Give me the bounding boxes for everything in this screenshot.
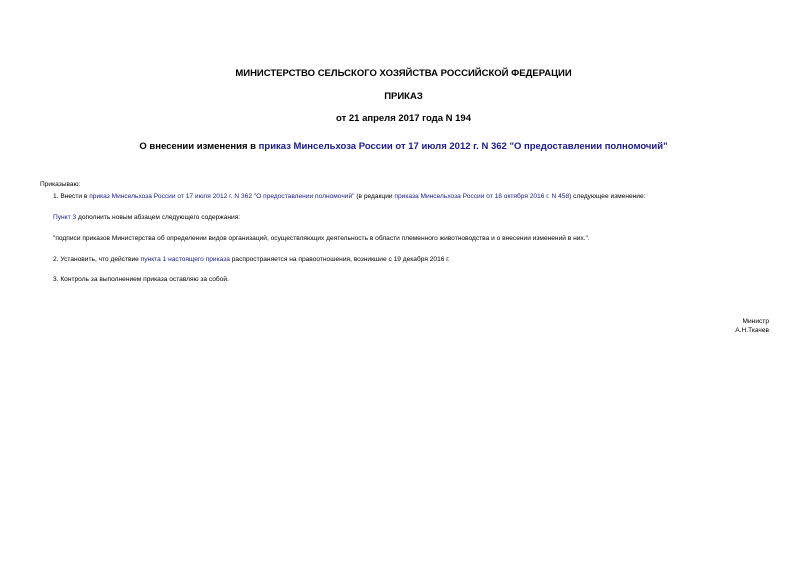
item-1-link-order-458[interactable]: приказа Минсельхоза России от 18 октября 2016 г. N 458 [394, 193, 570, 200]
title-prefix: О внесении изменения в [139, 141, 259, 152]
item-2-prefix: 2. Установить, что действие [53, 256, 141, 263]
quoted-addition: "подписи приказов Министерства об определении видов организаций, осуществляющих деятельность в области племенного животноводства и о внесении изменений в них.". [53, 235, 590, 242]
item-2 [53, 256, 450, 264]
item-1-middle: (в редакции [354, 193, 395, 200]
document-type: ПРИКАЗ [384, 91, 423, 102]
ministry-name: МИНИСТЕРСТВО СЕЛЬСКОГО ХОЗЯЙСТВА РОССИЙСКОЙ ФЕДЕРАЦИИ [235, 68, 572, 79]
item-2-suffix: распространяется на правоотношения, возникшие с 19 декабря 2016 г. [229, 256, 450, 263]
intro-text: Приказываю: [40, 181, 81, 188]
punkt-3-text: дополнить новым абзацем следующего содержания: [76, 214, 241, 221]
item-1-link-order-362[interactable]: приказ Минсельхоза России от 17 июля 2012 г. N 362 "О предоставлении полномочий" [89, 193, 355, 200]
item-1-prefix: 1. Внести в [53, 193, 90, 200]
item-1 [53, 193, 645, 201]
punkt-3-paragraph [53, 214, 240, 222]
signature-name: А.Н.Ткачев [735, 327, 769, 334]
item-3: 3. Контроль за выполнением приказа оставляю за собой. [53, 276, 229, 283]
document-date-number: от 21 апреля 2017 года N 194 [336, 113, 471, 124]
title-link[interactable]: приказ Минсельхоза России от 17 июля 2012 г. N 362 "О предоставлении полномочий" [258, 141, 668, 152]
punkt-3-link[interactable]: Пункт 3 [53, 214, 77, 221]
signature-position: Министр [742, 318, 769, 325]
document-title [0, 141, 807, 152]
item-2-link-punkt-1[interactable]: пункта 1 настоящего приказа [140, 256, 230, 263]
item-1-suffix: ) следующее изменение: [569, 193, 646, 200]
